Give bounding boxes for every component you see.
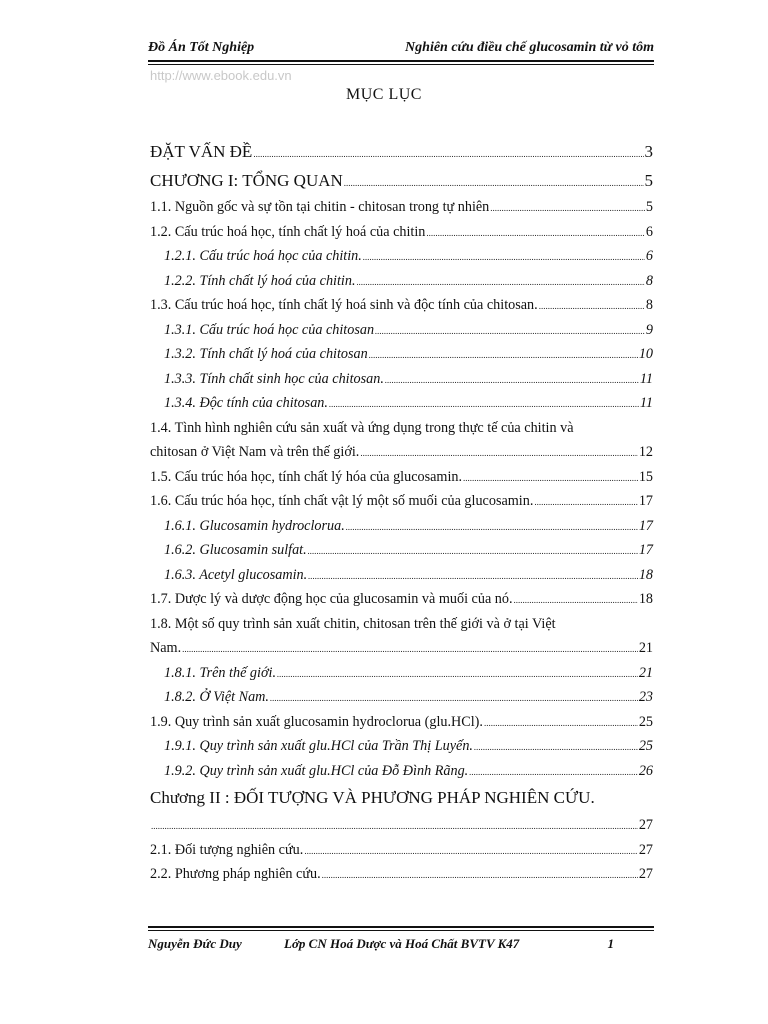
toc-entry-chapter-2-line1[interactable]: Chương II : ĐỐI TƯỢNG VÀ PHƯƠNG PHÁP NGHIÊN CỨU.: [150, 788, 595, 807]
toc-entry-page: 27: [638, 817, 653, 833]
header-right-title: Nghiên cứu điều chế glucosamin từ vỏ tôm: [405, 40, 654, 55]
toc-entry-1-9[interactable]: [150, 710, 653, 735]
toc-entry-1-2-1[interactable]: [150, 244, 653, 269]
toc-entry-page: 25: [638, 738, 653, 754]
toc-entry-page: 8: [645, 272, 653, 289]
toc-leader-dots: [463, 466, 638, 491]
toc-leader-dots: [304, 839, 638, 864]
toc-entry-page: 10: [638, 346, 653, 362]
toc-entry-1-3-1[interactable]: [150, 318, 653, 343]
toc-entry-1-8-2[interactable]: [150, 685, 653, 710]
toc-leader-dots: [363, 245, 645, 270]
toc-entry-page: 18: [638, 591, 653, 607]
toc-entry-1-7[interactable]: [150, 587, 653, 612]
toc-leader-dots: [344, 169, 644, 198]
toc-entry-1-3-3[interactable]: [150, 367, 653, 392]
toc-entry-1-6-1[interactable]: [150, 514, 653, 539]
toc-entry-page: 11: [639, 395, 653, 411]
toc-entry-page: 23: [638, 689, 653, 705]
page-footer: [148, 926, 654, 951]
toc-entry-1-3-2[interactable]: [150, 342, 653, 367]
toc-entry-label: 2.1. Đối tượng nghiên cứu.: [150, 841, 304, 858]
toc-entry-page: 21: [638, 664, 653, 681]
page-header: [148, 40, 654, 62]
toc-entry-1-4[interactable]: [150, 440, 653, 465]
toc-leader-dots: [322, 863, 638, 888]
toc-entry-page: 5: [645, 199, 653, 215]
toc-leader-dots: [360, 441, 637, 466]
toc-entry-1-8-line1[interactable]: 1.8. Một số quy trình sản xuất chitin, chitosan trên thế giới và ở tại Việt: [150, 615, 556, 632]
toc-entry-page: 18: [638, 566, 653, 583]
toc-entry-1-8-1[interactable]: [150, 661, 653, 686]
toc-entry-page: 6: [645, 248, 653, 264]
toc-entry-page: 27: [638, 841, 653, 858]
toc-leader-dots: [474, 735, 638, 760]
toc-entry-page: 17: [638, 493, 653, 509]
toc-entry-label: 1.3.2. Tính chất lý hoá của chitosan: [164, 346, 368, 362]
toc-entry-page: 26: [638, 762, 653, 779]
toc-leader-dots: [346, 515, 638, 540]
toc-leader-dots: [375, 319, 645, 344]
toc-entry-chapter-2[interactable]: [150, 813, 653, 838]
toc-leader-dots: [385, 368, 639, 393]
toc-leader-dots: [534, 490, 637, 515]
toc-entry-page: 15: [638, 468, 653, 485]
toc-entry-1-3[interactable]: [150, 293, 653, 318]
toc-entry-label: 1.6. Cấu trúc hóa học, tính chất vật lý một số muối của glucosamin.: [150, 493, 534, 509]
header-left-title: Đồ Án Tốt Nghiệp: [148, 40, 255, 55]
toc-entry-label: 1.9.1. Quy trình sản xuất glu.HCl của Trần Thị Luyến.: [164, 738, 473, 754]
toc-entry-label: 1.8.2. Ở Việt Nam.: [164, 689, 269, 705]
toc-entry-2-1[interactable]: [150, 838, 653, 863]
toc-entry-1-3-4[interactable]: [150, 391, 653, 416]
toc-leader-dots: [270, 686, 638, 711]
toc-leader-dots: [308, 564, 638, 589]
toc-leader-dots: [484, 711, 638, 736]
toc-entry-page: 5: [644, 171, 653, 190]
toc-entry-1-8[interactable]: [150, 636, 653, 661]
toc-entry-label: 1.2.1. Cấu trúc hoá học của chitin.: [164, 248, 362, 264]
toc-entry-1-6-3[interactable]: [150, 563, 653, 588]
toc-entry-label: Nam.: [150, 640, 182, 656]
page-title: MỤC LỤC: [346, 86, 422, 103]
toc-leader-dots: [253, 140, 643, 169]
toc-entry-1-9-2[interactable]: [150, 759, 653, 784]
toc-entry-page: 6: [645, 223, 653, 240]
toc-leader-dots: [277, 662, 638, 687]
toc-entry-page: 12: [638, 444, 653, 460]
toc-entry-label: 1.6.2. Glucosamin sulfat.: [164, 542, 307, 558]
toc-entry-label: 2.2. Phương pháp nghiên cứu.: [150, 866, 321, 882]
toc-entry-label: chitosan ở Việt Nam và trên thế giới.: [150, 444, 360, 460]
toc-leader-dots: [514, 588, 638, 613]
toc-entry-chapter-1[interactable]: [150, 166, 653, 195]
toc-entry-1-2[interactable]: [150, 220, 653, 245]
toc-entry-page: 21: [638, 640, 653, 656]
toc-entry-1-6[interactable]: [150, 489, 653, 514]
toc-entry-label: ĐẶT VẤN ĐỀ: [150, 142, 253, 161]
toc-entry-page: 17: [638, 542, 653, 558]
toc-entry-label: CHƯƠNG I: TỔNG QUAN: [150, 171, 343, 190]
toc-leader-dots: [308, 539, 638, 564]
toc-entry-page: 3: [644, 142, 653, 161]
footer-author: Nguyễn Đức Duy: [148, 936, 242, 951]
toc-leader-dots: [151, 814, 638, 839]
toc-entry-page: 9: [645, 321, 653, 338]
toc-entry-page: 11: [639, 370, 653, 387]
toc-entry-page: 17: [638, 517, 653, 534]
toc-leader-dots: [490, 196, 645, 221]
toc-entry-introduction[interactable]: [150, 137, 653, 166]
toc-leader-dots: [539, 294, 645, 319]
toc-entry-1-4-line1[interactable]: 1.4. Tình hình nghiên cứu sản xuất và ứng dụng trong thực tế của chitin và: [150, 419, 574, 436]
toc-leader-dots: [329, 392, 639, 417]
toc-entry-label: 1.3.1. Cấu trúc hoá học của chitosan: [164, 321, 375, 338]
toc-entry-1-1[interactable]: [150, 195, 653, 220]
footer-page-number: 1: [607, 936, 614, 951]
toc-entry-1-9-1[interactable]: [150, 734, 653, 759]
toc-entry-label: 1.6.1. Glucosamin hydroclorua.: [164, 517, 345, 534]
toc-entry-label: 1.7. Dược lý và dược động học của glucosamin và muối của nó.: [150, 591, 513, 607]
footer-class: Lớp CN Hoá Dược và Hoá Chất BVTV K47: [284, 936, 520, 951]
toc-entry-label: 1.8.1. Trên thế giới.: [164, 664, 277, 681]
toc-entry-page: 27: [638, 866, 653, 882]
toc-entry-label: 1.2.2. Tính chất lý hoá của chitin.: [164, 272, 356, 289]
toc-entry-label: 1.9.2. Quy trình sản xuất glu.HCl của Đỗ Đình Rãng.: [164, 762, 469, 779]
toc-entry-1-6-2[interactable]: [150, 538, 653, 563]
toc-entry-label: 1.3. Cấu trúc hoá học, tính chất lý hoá sinh và độc tính của chitosan.: [150, 297, 538, 313]
toc-leader-dots: [369, 343, 638, 368]
toc-entry-2-2[interactable]: [150, 862, 653, 887]
toc-entry-label: 1.3.3. Tính chất sinh học của chitosan.: [164, 370, 384, 387]
toc-entry-label: 1.1. Nguồn gốc và sự tồn tại chitin - chitosan trong tự nhiên: [150, 199, 490, 215]
toc-entry-label: 1.3.4. Độc tính của chitosan.: [164, 395, 328, 411]
toc-entry-page: 25: [638, 713, 653, 730]
toc-leader-dots: [469, 760, 638, 785]
toc-leader-dots: [357, 270, 645, 295]
watermark-url: http://www.ebook.edu.vn: [150, 68, 292, 83]
toc-entry-label: 1.2. Cấu trúc hoá học, tính chất lý hoá của chitin: [150, 223, 426, 240]
toc-entry-page: 8: [645, 297, 653, 313]
toc-entry-label: 1.9. Quy trình sản xuất glucosamin hydroclorua (glu.HCl).: [150, 713, 483, 730]
toc-entry-1-2-2[interactable]: [150, 269, 653, 294]
toc-entry-label: 1.5. Cấu trúc hóa học, tính chất lý hóa của glucosamin.: [150, 468, 463, 485]
toc-entry-1-5[interactable]: [150, 465, 653, 490]
toc-leader-dots: [182, 637, 638, 662]
toc-entry-label: 1.6.3. Acetyl glucosamin.: [164, 566, 308, 583]
toc-leader-dots: [426, 221, 645, 246]
table-of-contents: [150, 137, 653, 887]
